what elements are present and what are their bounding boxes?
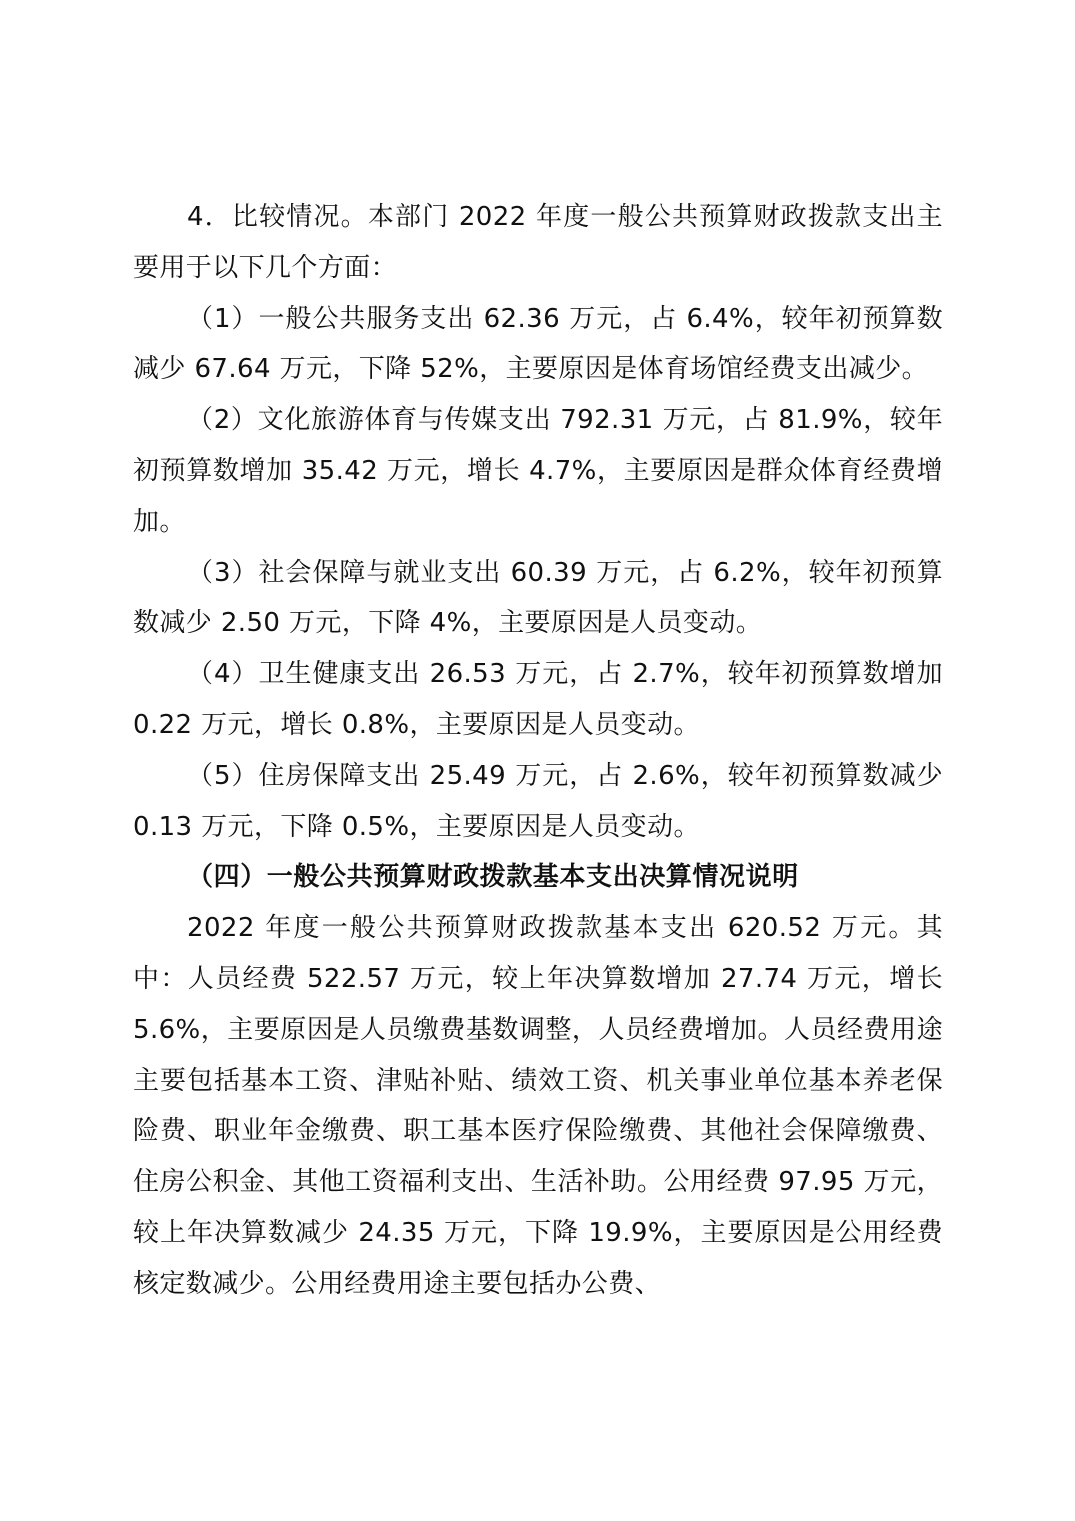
paragraph-general-public-services: （1）一般公共服务支出 62.36 万元，占 6.4%，较年初预算数减少 67.64 万元，下降 52%，主要原因是体育场馆经费支出减少。 [133, 303, 943, 385]
paragraph-culture-tourism-sports: （2）文化旅游体育与传媒支出 792.31 万元，占 81.9%，较年初预算数增加 35.42 万元，增长 4.7%，主要原因是群众体育经费增加。 [133, 405, 943, 537]
paragraph-housing: （5）住房保障支出 25.49 万元，占 2.6%，较年初预算数减少 0.13 万元，下降 0.5%，主要原因是人员变动。 [133, 760, 943, 842]
paragraph-comparison-intro: 4．比较情况。本部门 2022 年度一般公共预算财政拨款支出主要用于以下几个方面： [133, 202, 943, 283]
section-heading-basic-expenditure: （四）一般公共预算财政拨款基本支出决算情况说明 [187, 862, 799, 893]
paragraph-health: （4）卫生健康支出 26.53 万元，占 2.7%，较年初预算数增加 0.22 万元，增长 0.8%，主要原因是人员变动。 [133, 659, 943, 740]
paragraph-social-security: （3）社会保障与就业支出 60.39 万元，占 6.2%，较年初预算数减少 2.50 万元，下降 4%，主要原因是人员变动。 [133, 557, 943, 639]
document-page [133, 192, 943, 1310]
paragraph-basic-expenditure: 2022 年度一般公共预算财政拨款基本支出 620.52 万元。其中：人员经费 522.57 万元，较上年决算数增加 27.74 万元，增长 5.6%，主要原因是人员缴费基数调整，人员经费增加。人员经费用途主要包括基本工资、津贴补贴、绩效工资、机关事业单位基本养老保险费、职业年金缴费、职工基本医疗保险缴费、其他社会保障缴费、住房公积金、其他工资福利支出、生活补助。公用经费 97.95 万元，较上年决算数减少 24.35 万元，下降 19.9%，主要原因是公用经费核定数减少。公用经费用途主要包括办公费、 [133, 913, 943, 1299]
